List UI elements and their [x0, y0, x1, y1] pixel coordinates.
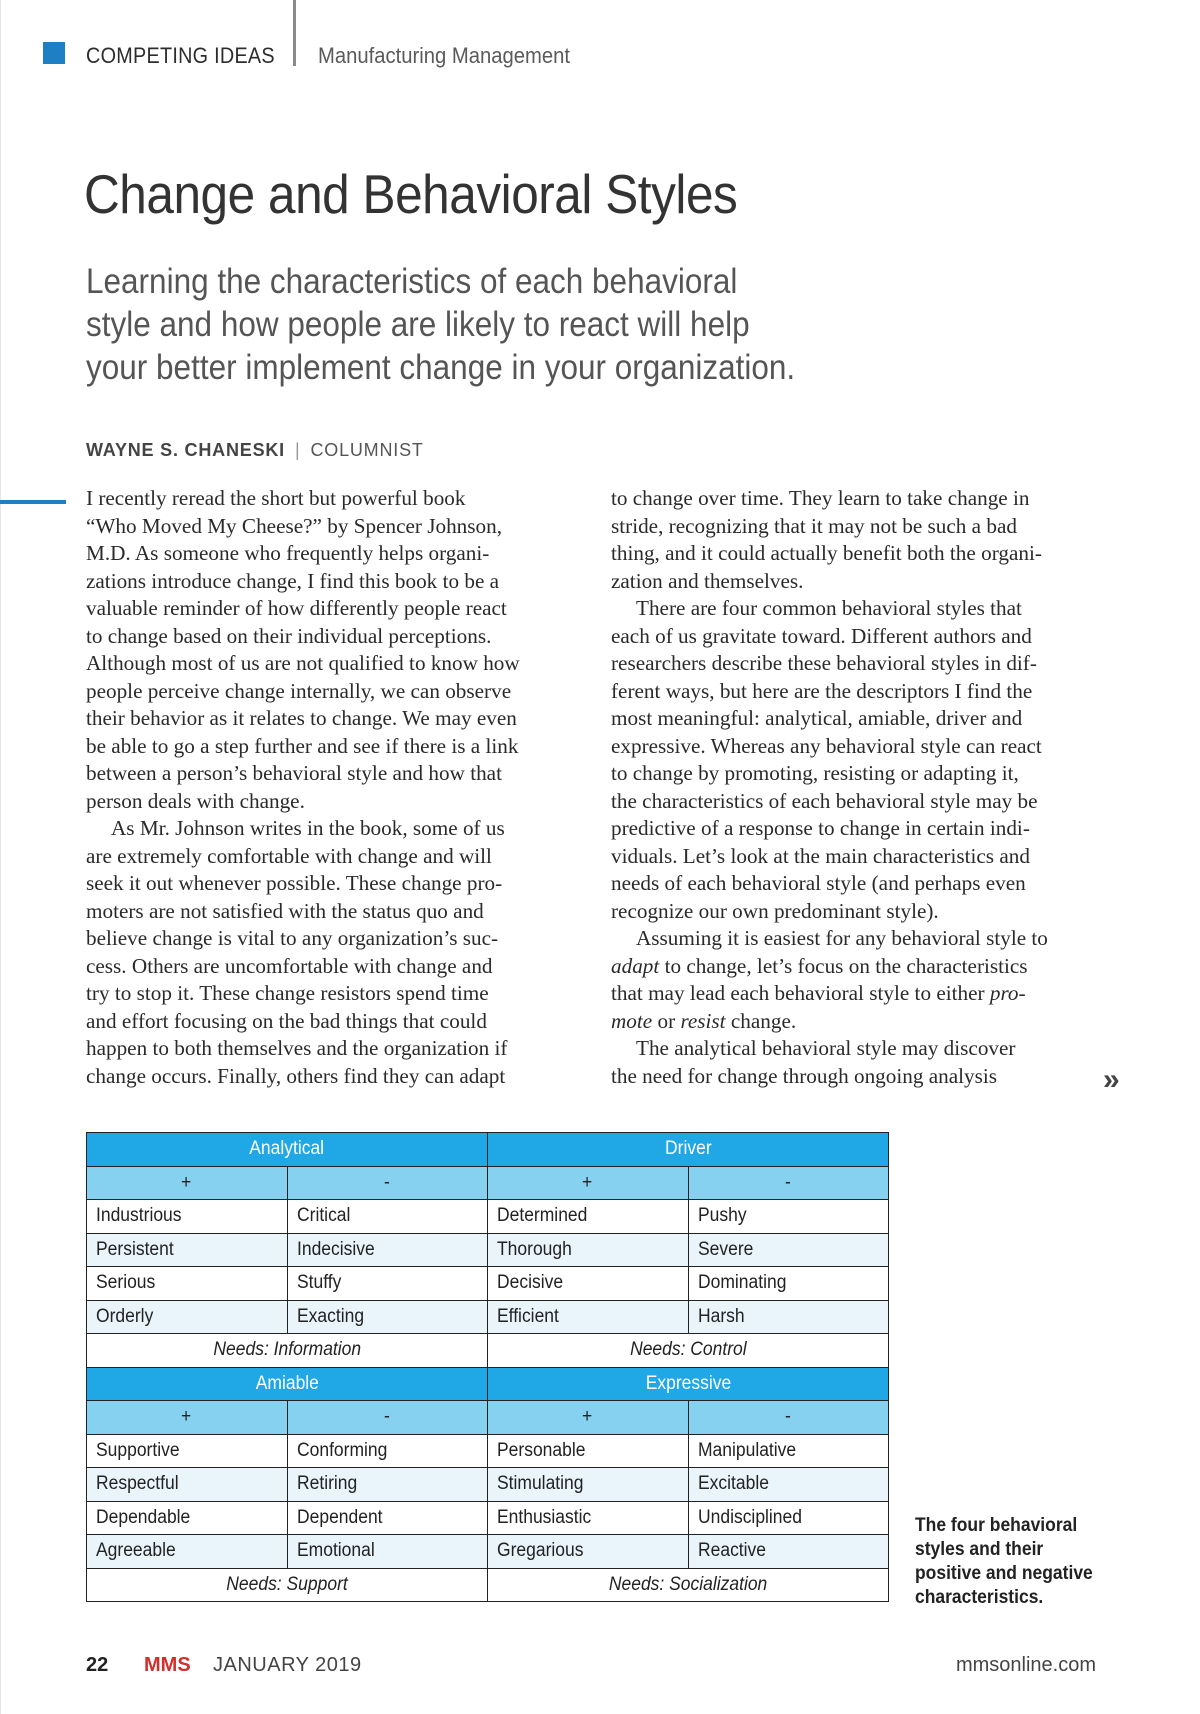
negative-header-cell — [287, 1401, 488, 1435]
trait-cell — [287, 1233, 488, 1267]
body-column-left — [86, 485, 576, 1090]
body-text-line: ferent ways, but here are the descriptors I find the — [611, 678, 1033, 703]
positive-header-cell-text: + — [181, 1171, 192, 1193]
body-text-line: viduals. Let’s look at the main characteristics and — [611, 843, 1030, 868]
author-name[interactable]: WAYNE S. CHANESKI — [86, 440, 285, 460]
style-name-cell — [488, 1367, 889, 1401]
needs-row — [87, 1568, 889, 1602]
trait-cell-text: Manipulative — [697, 1439, 796, 1461]
site-link[interactable]: mmsonline.com — [955, 1654, 1096, 1676]
needs-cell — [87, 1334, 488, 1368]
header-divider — [293, 0, 296, 66]
body-text-line: There are four common behavioral styles that — [636, 596, 1022, 620]
body-text-line: stride, recognizing that it may not be such a bad — [611, 513, 1017, 538]
trait-row — [87, 1434, 889, 1468]
style-header-row — [87, 1367, 889, 1401]
trait-cell — [488, 1468, 689, 1502]
trait-cell — [688, 1233, 889, 1267]
section-marker-icon — [43, 42, 65, 64]
trait-row — [87, 1300, 889, 1334]
trait-cell — [688, 1535, 889, 1569]
positive-header-cell-text: + — [582, 1406, 593, 1428]
style-name-cell-text: Amiable — [255, 1372, 319, 1394]
trait-cell — [688, 1501, 889, 1535]
byline — [86, 440, 424, 461]
needs-cell-text: Needs: Control — [629, 1339, 747, 1361]
style-name-cell-text: Driver — [664, 1138, 712, 1160]
body-text-line: adapt to change, let’s focus on the characteristics — [611, 953, 1028, 978]
body-text-line: most meaningful: analytical, amiable, driver and — [611, 706, 1023, 730]
positive-header-cell — [488, 1401, 689, 1435]
caption-line: characteristics. — [915, 1587, 1044, 1608]
trait-cell-text: Stuffy — [296, 1272, 341, 1294]
trait-cell — [287, 1434, 488, 1468]
trait-cell-text: Indecisive — [296, 1238, 375, 1260]
trait-row — [87, 1233, 889, 1267]
body-text-line: zations introduce change, I find this book to be a — [86, 568, 500, 593]
sign-row — [87, 1401, 889, 1435]
trait-cell — [488, 1267, 689, 1301]
positive-header-cell-text: + — [181, 1406, 192, 1428]
trait-cell — [287, 1468, 488, 1502]
trait-cell-text: Gregarious — [497, 1540, 584, 1562]
trait-cell — [488, 1501, 689, 1535]
deck-line: Learning the characteristics of each behavioral — [86, 262, 738, 301]
body-text-line: The analytical behavioral style may discover — [636, 1036, 1016, 1060]
needs-cell — [488, 1568, 889, 1602]
trait-cell-text: Dependent — [296, 1506, 383, 1528]
trait-cell-text: Determined — [497, 1205, 588, 1227]
trait-cell — [87, 1300, 288, 1334]
trait-cell — [688, 1200, 889, 1234]
magazine-name[interactable]: MMS — [144, 1654, 191, 1676]
trait-row — [87, 1535, 889, 1569]
trait-cell — [287, 1535, 488, 1569]
trait-cell-text: Critical — [296, 1205, 350, 1227]
trait-cell — [488, 1434, 689, 1468]
trait-cell — [87, 1267, 288, 1301]
trait-row — [87, 1267, 889, 1301]
body-text-line: cess. Others are uncomfortable with change and — [86, 953, 493, 978]
positive-header-cell — [488, 1166, 689, 1200]
trait-cell — [488, 1300, 689, 1334]
style-name-cell-text: Expressive — [645, 1372, 731, 1394]
caption-line: positive and negative — [915, 1563, 1093, 1584]
continue-arrow-icon[interactable]: » — [1103, 1063, 1116, 1096]
body-text-line: valuable reminder of how differently people react — [86, 596, 507, 620]
body-text-line: change occurs. Finally, others find they can adapt — [86, 1063, 506, 1088]
author-role: COLUMNIST — [310, 440, 424, 460]
body-text-line: “Who Moved My Cheese?” by Spencer Johnson, — [86, 513, 503, 538]
needs-cell-text: Needs: Support — [226, 1573, 348, 1595]
needs-cell — [488, 1334, 889, 1368]
trait-row — [87, 1468, 889, 1502]
body-text-line: happen to both themselves and the organization if — [86, 1036, 508, 1060]
style-header-row — [87, 1133, 889, 1167]
trait-cell — [87, 1233, 288, 1267]
deck-line: your better implement change in your organization. — [86, 348, 796, 387]
body-text-line: I recently reread the short but powerful book — [86, 486, 466, 510]
trait-cell — [688, 1267, 889, 1301]
body-text-line: mote or resist change. — [611, 1008, 797, 1033]
body-text-line: are extremely comfortable with change and will — [86, 843, 492, 868]
trait-row — [87, 1200, 889, 1234]
negative-header-cell-text: - — [785, 1171, 791, 1193]
body-text-line: moters are not satisfied with the status quo and — [86, 898, 484, 923]
negative-header-cell-text: - — [785, 1406, 791, 1428]
trait-cell-text: Decisive — [497, 1272, 564, 1294]
body-text-line: needs of each behavioral style (and perhaps even — [611, 871, 1026, 895]
body-text-line: and effort focusing on the bad things that could — [86, 1008, 487, 1033]
body-text-line: believe change is vital to any organization’s suc- — [86, 926, 499, 950]
body-text-line: between a person’s behavioral style and how that — [86, 761, 502, 785]
body-text-line: thing, and it could actually benefit both the organi- — [611, 541, 1042, 565]
trait-cell — [87, 1468, 288, 1502]
positive-header-cell — [87, 1401, 288, 1435]
trait-cell-text: Conforming — [296, 1439, 387, 1461]
style-name-cell — [87, 1367, 488, 1401]
needs-row — [87, 1334, 889, 1368]
trait-cell — [287, 1200, 488, 1234]
negative-header-cell — [688, 1401, 889, 1435]
trait-cell — [287, 1267, 488, 1301]
trait-cell — [87, 1501, 288, 1535]
positive-header-cell — [87, 1166, 288, 1200]
behavioral-styles-table — [86, 1132, 889, 1602]
article-title: Change and Behavioral Styles — [84, 163, 738, 225]
deck-line: style and how people are likely to react will help — [86, 305, 750, 344]
trait-row — [87, 1501, 889, 1535]
body-text-line: that may lead each behavioral style to either pro- — [611, 981, 1026, 1005]
body-text-line: M.D. As someone who frequently helps organi- — [86, 541, 490, 565]
trait-cell — [688, 1300, 889, 1334]
body-text-line: people perceive change internally, we can observe — [86, 678, 512, 703]
trait-cell-text: Exacting — [296, 1305, 364, 1327]
body-text-line: As Mr. Johnson writes in the book, some of us — [111, 816, 505, 840]
negative-header-cell — [287, 1166, 488, 1200]
body-text-line: be able to go a step further and see if there is a link — [86, 733, 519, 758]
topic-label[interactable]: Manufacturing Management — [318, 43, 571, 68]
trait-cell-text: Reactive — [697, 1540, 766, 1562]
trait-cell-text: Emotional — [296, 1540, 375, 1562]
body-text-line: Although most of us are not qualified to know how — [86, 651, 520, 675]
negative-header-cell — [688, 1166, 889, 1200]
byline-separator: | — [294, 440, 301, 460]
trait-cell — [488, 1200, 689, 1234]
trait-cell-text: Undisciplined — [697, 1506, 802, 1528]
table-caption — [915, 1514, 1127, 1610]
caption-line: The four behavioral — [915, 1515, 1078, 1536]
trait-cell — [688, 1468, 889, 1502]
page-number: 22 — [86, 1654, 109, 1676]
article-deck — [86, 260, 896, 389]
body-text-line: seek it out whenever possible. These change pro- — [86, 871, 503, 895]
style-name-cell-text: Analytical — [249, 1138, 325, 1160]
trait-cell — [287, 1501, 488, 1535]
trait-cell-text: Excitable — [697, 1473, 769, 1495]
body-text-line: the need for change through ongoing analysis — [611, 1063, 997, 1088]
style-name-cell — [488, 1133, 889, 1167]
trait-cell-text: Industrious — [96, 1205, 182, 1227]
trait-cell-text: Orderly — [96, 1305, 154, 1327]
body-text-line: zation and themselves. — [611, 568, 804, 593]
trait-cell — [488, 1535, 689, 1569]
trait-cell — [488, 1233, 689, 1267]
trait-cell-text: Supportive — [96, 1439, 180, 1461]
needs-cell-text: Needs: Information — [213, 1339, 361, 1361]
trait-cell-text: Enthusiastic — [497, 1506, 592, 1528]
body-text-line: recognize our own predominant style). — [611, 898, 939, 923]
trait-cell-text: Efficient — [497, 1305, 559, 1327]
trait-cell — [87, 1434, 288, 1468]
needs-cell — [87, 1568, 488, 1602]
body-column-right — [611, 485, 1101, 1090]
trait-cell-text: Thorough — [497, 1238, 572, 1260]
negative-header-cell-text: - — [384, 1171, 390, 1193]
body-text-line: to change over time. They learn to take change in — [611, 486, 1030, 510]
trait-cell-text: Dominating — [697, 1272, 786, 1294]
body-text-line: predictive of a response to change in certain indi- — [611, 816, 1030, 840]
trait-cell-text: Dependable — [96, 1506, 191, 1528]
needs-cell-text: Needs: Socialization — [608, 1573, 768, 1595]
trait-cell-text: Pushy — [697, 1205, 747, 1227]
body-text-line: their behavior as it relates to change. We may even — [86, 706, 517, 730]
body-text-line: each of us gravitate toward. Different authors and — [611, 623, 1032, 648]
body-text-line: Assuming it is easiest for any behavioral style to — [636, 926, 1048, 950]
trait-cell — [287, 1300, 488, 1334]
trait-cell-text: Personable — [497, 1439, 586, 1461]
body-text-line: person deals with change. — [86, 788, 305, 813]
trait-cell — [87, 1535, 288, 1569]
trait-cell-text: Stimulating — [497, 1473, 584, 1495]
body-start-rule — [0, 500, 66, 504]
body-text-line: researchers describe these behavioral styles in dif- — [611, 651, 1037, 675]
trait-cell-text: Respectful — [96, 1473, 179, 1495]
trait-cell-text: Persistent — [96, 1238, 174, 1260]
negative-header-cell-text: - — [384, 1406, 390, 1428]
issue-date: JANUARY 2019 — [213, 1654, 362, 1676]
trait-cell-text: Harsh — [697, 1305, 745, 1327]
body-text-line: try to stop it. These change resistors spend time — [86, 981, 489, 1005]
trait-cell — [87, 1200, 288, 1234]
positive-header-cell-text: + — [582, 1171, 593, 1193]
body-text-line: to change by promoting, resisting or adapting it, — [611, 761, 1019, 785]
sign-row — [87, 1166, 889, 1200]
section-label[interactable]: COMPETING IDEAS — [86, 43, 275, 68]
trait-cell-text: Agreeable — [96, 1540, 176, 1562]
caption-line: styles and their — [915, 1539, 1044, 1560]
body-text-line: the characteristics of each behavioral style may be — [611, 788, 1038, 813]
trait-cell-text: Retiring — [296, 1473, 357, 1495]
trait-cell-text: Serious — [96, 1272, 156, 1294]
trait-cell-text: Severe — [697, 1238, 753, 1260]
style-name-cell — [87, 1133, 488, 1167]
body-text-line: expressive. Whereas any behavioral style can react — [611, 733, 1042, 758]
body-text-line: to change based on their individual perceptions. — [86, 623, 492, 648]
trait-cell — [688, 1434, 889, 1468]
